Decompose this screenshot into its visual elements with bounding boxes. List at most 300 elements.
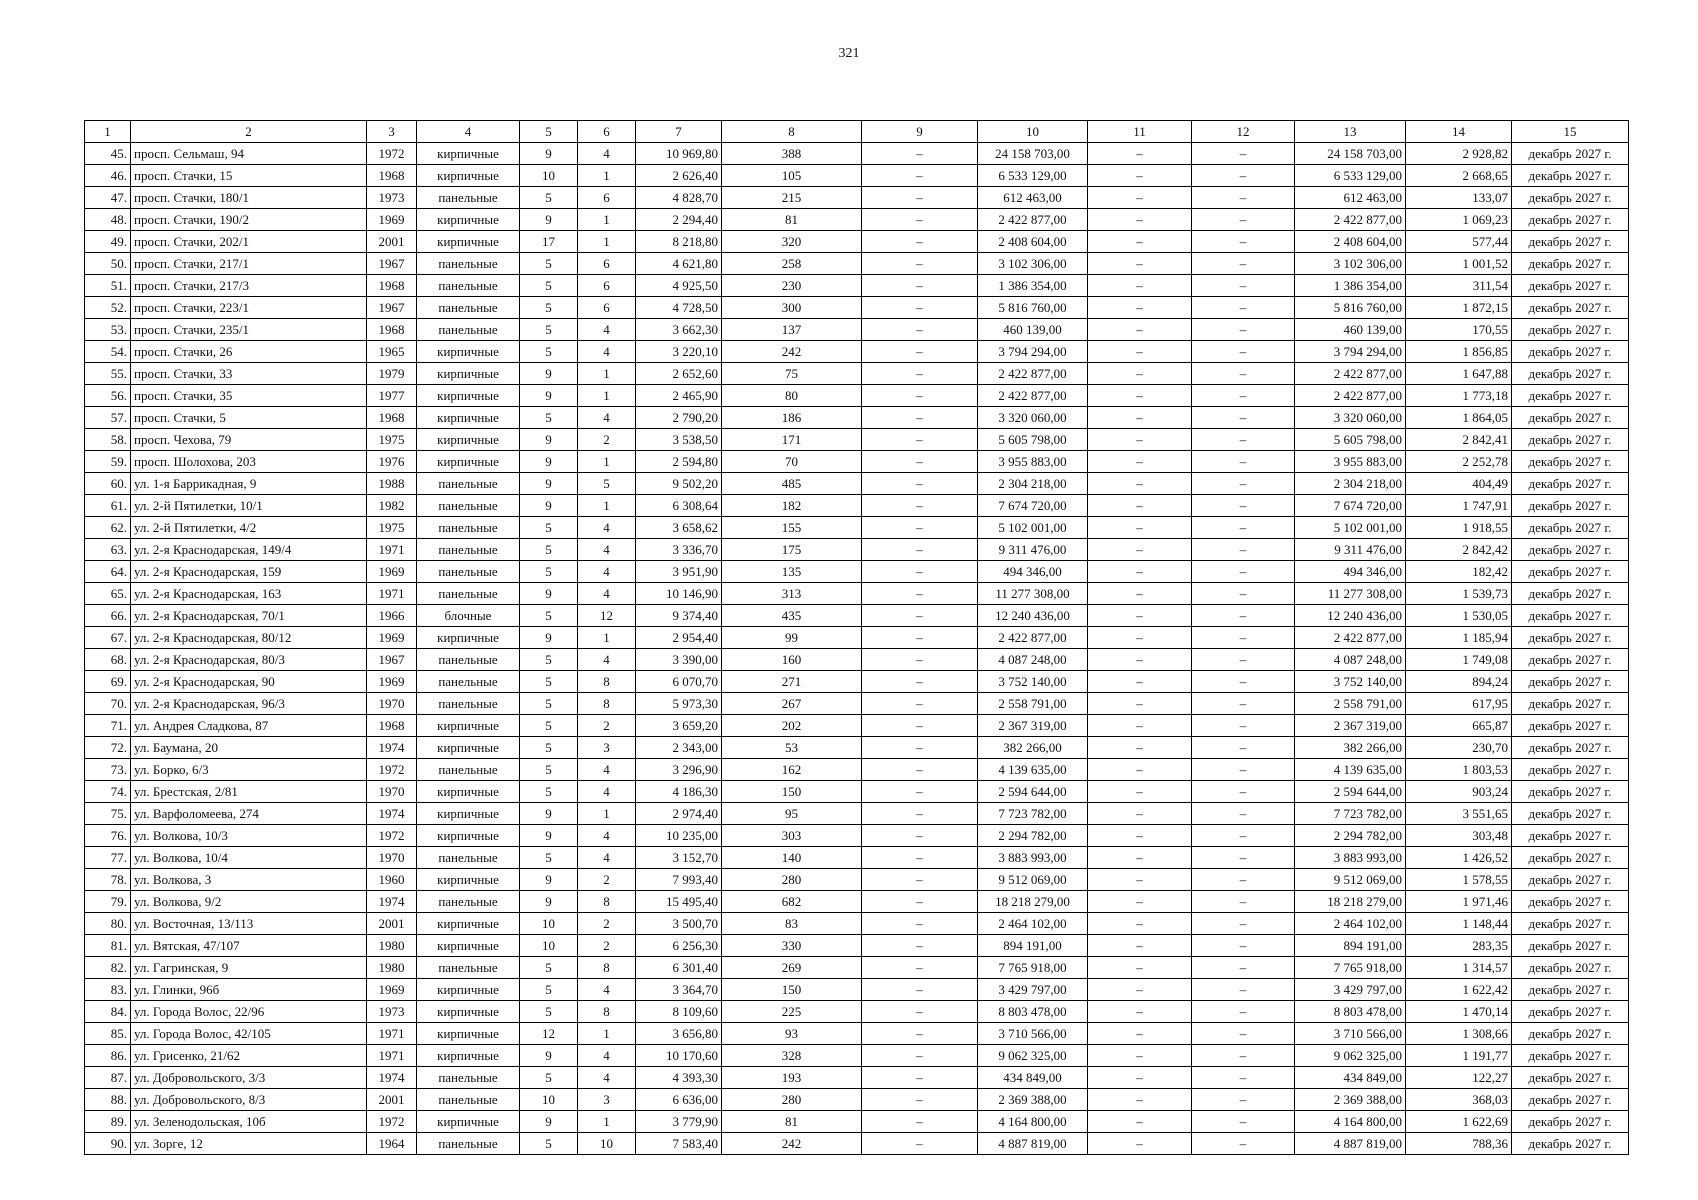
- cell-cost-per-sqm: 3 551,65: [1406, 803, 1512, 825]
- cell-residents: 485: [722, 473, 862, 495]
- cell-row-number: 71.: [85, 715, 131, 737]
- cell-row-number: 80.: [85, 913, 131, 935]
- cell-cost-per-sqm: 1 864,05: [1406, 407, 1512, 429]
- cell-cost-final: 2 558 791,00: [1295, 693, 1406, 715]
- cell-wall-material: кирпичные: [417, 825, 520, 847]
- table-row: [85, 231, 1629, 253]
- cell-wall-material: кирпичные: [417, 1045, 520, 1067]
- cell-wall-material: кирпичные: [417, 385, 520, 407]
- cell-cost-per-sqm: 1 856,85: [1406, 341, 1512, 363]
- cell-entrances: 1: [578, 165, 636, 187]
- cell-col-11: –: [1088, 429, 1192, 451]
- cell-wall-material: панельные: [417, 297, 520, 319]
- cell-residents: 155: [722, 517, 862, 539]
- cell-area: 4 393,30: [636, 1067, 722, 1089]
- cell-cost-total: 4 087 248,00: [978, 649, 1088, 671]
- cell-wall-material: панельные: [417, 759, 520, 781]
- cell-floors: 5: [520, 275, 578, 297]
- cell-floors: 5: [520, 737, 578, 759]
- cell-wall-material: кирпичные: [417, 737, 520, 759]
- cell-year-built: 1974: [367, 803, 417, 825]
- cell-year-built: 1988: [367, 473, 417, 495]
- cell-col-12: –: [1192, 957, 1295, 979]
- cell-address: ул. Волкова, 3: [131, 869, 367, 891]
- cell-cost-final: 2 304 218,00: [1295, 473, 1406, 495]
- cell-wall-material: кирпичные: [417, 165, 520, 187]
- cell-deadline: декабрь 2027 г.: [1512, 715, 1629, 737]
- cell-row-number: 74.: [85, 781, 131, 803]
- table-row: [85, 341, 1629, 363]
- cell-address: ул. 2-я Краснодарская, 70/1: [131, 605, 367, 627]
- table-row: [85, 363, 1629, 385]
- cell-cost-total: 8 803 478,00: [978, 1001, 1088, 1023]
- table-row: [85, 385, 1629, 407]
- cell-col-12: –: [1192, 253, 1295, 275]
- cell-cost-total: 11 277 308,00: [978, 583, 1088, 605]
- cell-col-12: –: [1192, 319, 1295, 341]
- cell-residents: 269: [722, 957, 862, 979]
- cell-row-number: 88.: [85, 1089, 131, 1111]
- cell-address: просп. Стачки, 190/2: [131, 209, 367, 231]
- cell-col-9: –: [862, 671, 978, 693]
- cell-col-12: –: [1192, 671, 1295, 693]
- cell-residents: 83: [722, 913, 862, 935]
- cell-cost-total: 3 429 797,00: [978, 979, 1088, 1001]
- cell-deadline: декабрь 2027 г.: [1512, 1045, 1629, 1067]
- cell-address: ул. Гагринская, 9: [131, 957, 367, 979]
- cell-cost-total: 2 558 791,00: [978, 693, 1088, 715]
- cell-deadline: декабрь 2027 г.: [1512, 979, 1629, 1001]
- cell-entrances: 8: [578, 671, 636, 693]
- cell-cost-total: 612 463,00: [978, 187, 1088, 209]
- cell-area: 3 662,30: [636, 319, 722, 341]
- table-row: [85, 781, 1629, 803]
- table-row: [85, 847, 1629, 869]
- cell-area: 10 146,90: [636, 583, 722, 605]
- cell-col-12: –: [1192, 451, 1295, 473]
- cell-cost-total: 1 386 354,00: [978, 275, 1088, 297]
- cell-col-12: –: [1192, 759, 1295, 781]
- cell-address: ул. Города Волос, 22/96: [131, 1001, 367, 1023]
- cell-cost-total: 460 139,00: [978, 319, 1088, 341]
- cell-wall-material: панельные: [417, 495, 520, 517]
- cell-year-built: 1975: [367, 517, 417, 539]
- cell-col-12: –: [1192, 737, 1295, 759]
- cell-area: 2 954,40: [636, 627, 722, 649]
- cell-year-built: 2001: [367, 1089, 417, 1111]
- table-row: [85, 605, 1629, 627]
- cell-floors: 10: [520, 935, 578, 957]
- cell-wall-material: кирпичные: [417, 209, 520, 231]
- cell-floors: 10: [520, 913, 578, 935]
- cell-area: 3 152,70: [636, 847, 722, 869]
- table-row: [85, 1111, 1629, 1133]
- table-row: [85, 495, 1629, 517]
- table-row: [85, 407, 1629, 429]
- cell-deadline: декабрь 2027 г.: [1512, 253, 1629, 275]
- cell-entrances: 1: [578, 495, 636, 517]
- cell-col-9: –: [862, 979, 978, 1001]
- cell-col-12: –: [1192, 429, 1295, 451]
- cell-floors: 5: [520, 693, 578, 715]
- cell-row-number: 70.: [85, 693, 131, 715]
- cell-residents: 150: [722, 781, 862, 803]
- cell-col-12: –: [1192, 1001, 1295, 1023]
- cell-col-9: –: [862, 495, 978, 517]
- cell-entrances: 4: [578, 517, 636, 539]
- cell-entrances: 1: [578, 363, 636, 385]
- cell-area: 4 925,50: [636, 275, 722, 297]
- cell-wall-material: панельные: [417, 1089, 520, 1111]
- cell-col-11: –: [1088, 319, 1192, 341]
- cell-cost-total: 2 422 877,00: [978, 385, 1088, 407]
- cell-year-built: 1969: [367, 979, 417, 1001]
- cell-cost-total: 434 849,00: [978, 1067, 1088, 1089]
- cell-year-built: 1969: [367, 561, 417, 583]
- cell-row-number: 87.: [85, 1067, 131, 1089]
- cell-year-built: 1970: [367, 693, 417, 715]
- cell-cost-final: 9 512 069,00: [1295, 869, 1406, 891]
- cell-year-built: 1968: [367, 275, 417, 297]
- cell-cost-total: 894 191,00: [978, 935, 1088, 957]
- cell-col-9: –: [862, 517, 978, 539]
- cell-entrances: 1: [578, 451, 636, 473]
- column-number-10: 10: [978, 121, 1088, 143]
- cell-cost-final: 4 887 819,00: [1295, 1133, 1406, 1155]
- cell-wall-material: кирпичные: [417, 913, 520, 935]
- cell-col-9: –: [862, 341, 978, 363]
- cell-cost-total: 4 139 635,00: [978, 759, 1088, 781]
- cell-col-9: –: [862, 363, 978, 385]
- cell-address: ул. Волкова, 10/3: [131, 825, 367, 847]
- cell-floors: 5: [520, 781, 578, 803]
- cell-area: 2 652,60: [636, 363, 722, 385]
- cell-area: 4 728,50: [636, 297, 722, 319]
- cell-floors: 10: [520, 165, 578, 187]
- cell-row-number: 75.: [85, 803, 131, 825]
- cell-cost-final: 24 158 703,00: [1295, 143, 1406, 165]
- cell-cost-total: 3 794 294,00: [978, 341, 1088, 363]
- cell-entrances: 4: [578, 143, 636, 165]
- cell-wall-material: панельные: [417, 847, 520, 869]
- cell-cost-total: 3 752 140,00: [978, 671, 1088, 693]
- table-row: [85, 671, 1629, 693]
- cell-row-number: 49.: [85, 231, 131, 253]
- cell-col-12: –: [1192, 341, 1295, 363]
- cell-cost-per-sqm: 1 622,69: [1406, 1111, 1512, 1133]
- cell-col-12: –: [1192, 143, 1295, 165]
- cell-col-11: –: [1088, 451, 1192, 473]
- cell-floors: 9: [520, 385, 578, 407]
- cell-wall-material: панельные: [417, 1067, 520, 1089]
- cell-col-9: –: [862, 1045, 978, 1067]
- cell-year-built: 1969: [367, 627, 417, 649]
- column-number-2: 2: [131, 121, 367, 143]
- cell-cost-final: 894 191,00: [1295, 935, 1406, 957]
- cell-cost-per-sqm: 1 470,14: [1406, 1001, 1512, 1023]
- cell-cost-final: 382 266,00: [1295, 737, 1406, 759]
- table-row: [85, 539, 1629, 561]
- cell-floors: 9: [520, 495, 578, 517]
- cell-floors: 9: [520, 363, 578, 385]
- cell-residents: 95: [722, 803, 862, 825]
- cell-floors: 5: [520, 253, 578, 275]
- cell-cost-per-sqm: 894,24: [1406, 671, 1512, 693]
- cell-deadline: декабрь 2027 г.: [1512, 297, 1629, 319]
- cell-area: 3 336,70: [636, 539, 722, 561]
- cell-year-built: 1973: [367, 187, 417, 209]
- cell-area: 2 594,80: [636, 451, 722, 473]
- cell-floors: 5: [520, 715, 578, 737]
- cell-wall-material: кирпичные: [417, 363, 520, 385]
- cell-row-number: 81.: [85, 935, 131, 957]
- cell-col-9: –: [862, 803, 978, 825]
- cell-year-built: 1972: [367, 1111, 417, 1133]
- cell-wall-material: кирпичные: [417, 407, 520, 429]
- cell-address: ул. Грисенко, 21/62: [131, 1045, 367, 1067]
- cell-floors: 5: [520, 847, 578, 869]
- cell-col-11: –: [1088, 737, 1192, 759]
- cell-cost-per-sqm: 182,42: [1406, 561, 1512, 583]
- cell-wall-material: панельные: [417, 1133, 520, 1155]
- column-number-5: 5: [520, 121, 578, 143]
- cell-area: 3 656,80: [636, 1023, 722, 1045]
- cell-wall-material: панельные: [417, 253, 520, 275]
- cell-cost-final: 3 429 797,00: [1295, 979, 1406, 1001]
- cell-cost-per-sqm: 1 426,52: [1406, 847, 1512, 869]
- table-row: [85, 627, 1629, 649]
- cell-col-9: –: [862, 385, 978, 407]
- column-number-14: 14: [1406, 121, 1512, 143]
- cell-year-built: 1977: [367, 385, 417, 407]
- cell-year-built: 1968: [367, 715, 417, 737]
- cell-residents: 328: [722, 1045, 862, 1067]
- cell-cost-final: 7 674 720,00: [1295, 495, 1406, 517]
- cell-col-12: –: [1192, 1111, 1295, 1133]
- cell-residents: 271: [722, 671, 862, 693]
- cell-address: просп. Стачки, 235/1: [131, 319, 367, 341]
- cell-year-built: 1968: [367, 319, 417, 341]
- table-row: [85, 1023, 1629, 1045]
- cell-floors: 9: [520, 209, 578, 231]
- cell-entrances: 4: [578, 1067, 636, 1089]
- cell-cost-per-sqm: 170,55: [1406, 319, 1512, 341]
- cell-address: ул. 2-я Краснодарская, 80/12: [131, 627, 367, 649]
- table-row: [85, 473, 1629, 495]
- table-row: [85, 187, 1629, 209]
- cell-address: ул. 2-я Краснодарская, 149/4: [131, 539, 367, 561]
- cell-residents: 280: [722, 869, 862, 891]
- cell-col-9: –: [862, 1067, 978, 1089]
- cell-floors: 5: [520, 649, 578, 671]
- cell-wall-material: кирпичные: [417, 803, 520, 825]
- cell-deadline: декабрь 2027 г.: [1512, 363, 1629, 385]
- cell-floors: 5: [520, 759, 578, 781]
- cell-col-11: –: [1088, 143, 1192, 165]
- cell-entrances: 2: [578, 935, 636, 957]
- cell-cost-per-sqm: 122,27: [1406, 1067, 1512, 1089]
- cell-entrances: 4: [578, 847, 636, 869]
- cell-row-number: 85.: [85, 1023, 131, 1045]
- cell-year-built: 1974: [367, 1067, 417, 1089]
- cell-cost-per-sqm: 311,54: [1406, 275, 1512, 297]
- column-number-13: 13: [1295, 121, 1406, 143]
- table-row: [85, 649, 1629, 671]
- cell-address: ул. 2-я Краснодарская, 90: [131, 671, 367, 693]
- cell-cost-per-sqm: 1 918,55: [1406, 517, 1512, 539]
- cell-deadline: декабрь 2027 г.: [1512, 1133, 1629, 1155]
- cell-cost-per-sqm: 2 668,65: [1406, 165, 1512, 187]
- cell-row-number: 61.: [85, 495, 131, 517]
- cell-residents: 80: [722, 385, 862, 407]
- cell-area: 2 626,40: [636, 165, 722, 187]
- cell-cost-final: 9 062 325,00: [1295, 1045, 1406, 1067]
- cell-row-number: 66.: [85, 605, 131, 627]
- cell-area: 3 538,50: [636, 429, 722, 451]
- cell-row-number: 76.: [85, 825, 131, 847]
- cell-col-11: –: [1088, 1067, 1192, 1089]
- cell-wall-material: кирпичные: [417, 1111, 520, 1133]
- cell-residents: 682: [722, 891, 862, 913]
- cell-wall-material: панельные: [417, 275, 520, 297]
- cell-entrances: 1: [578, 385, 636, 407]
- cell-wall-material: кирпичные: [417, 231, 520, 253]
- cell-wall-material: кирпичные: [417, 935, 520, 957]
- cell-floors: 9: [520, 869, 578, 891]
- cell-wall-material: панельные: [417, 649, 520, 671]
- cell-col-11: –: [1088, 539, 1192, 561]
- cell-col-9: –: [862, 209, 978, 231]
- cell-year-built: 1970: [367, 847, 417, 869]
- cell-residents: 140: [722, 847, 862, 869]
- cell-deadline: декабрь 2027 г.: [1512, 517, 1629, 539]
- cell-entrances: 8: [578, 891, 636, 913]
- cell-deadline: декабрь 2027 г.: [1512, 385, 1629, 407]
- cell-wall-material: панельные: [417, 539, 520, 561]
- cell-wall-material: панельные: [417, 693, 520, 715]
- cell-cost-per-sqm: 1 001,52: [1406, 253, 1512, 275]
- cell-deadline: декабрь 2027 г.: [1512, 429, 1629, 451]
- cell-row-number: 56.: [85, 385, 131, 407]
- cell-entrances: 8: [578, 1001, 636, 1023]
- cell-col-12: –: [1192, 913, 1295, 935]
- cell-area: 2 343,00: [636, 737, 722, 759]
- cell-col-9: –: [862, 913, 978, 935]
- cell-deadline: декабрь 2027 г.: [1512, 495, 1629, 517]
- cell-col-12: –: [1192, 561, 1295, 583]
- cell-row-number: 48.: [85, 209, 131, 231]
- table-row: [85, 1067, 1629, 1089]
- cell-cost-total: 3 320 060,00: [978, 407, 1088, 429]
- table-row: [85, 1001, 1629, 1023]
- cell-row-number: 54.: [85, 341, 131, 363]
- column-number-6: 6: [578, 121, 636, 143]
- cell-entrances: 1: [578, 627, 636, 649]
- cell-cost-per-sqm: 133,07: [1406, 187, 1512, 209]
- cell-col-12: –: [1192, 385, 1295, 407]
- cell-col-11: –: [1088, 1089, 1192, 1111]
- cell-deadline: декабрь 2027 г.: [1512, 1111, 1629, 1133]
- cell-deadline: декабрь 2027 г.: [1512, 539, 1629, 561]
- cell-entrances: 2: [578, 913, 636, 935]
- cell-row-number: 50.: [85, 253, 131, 275]
- cell-row-number: 63.: [85, 539, 131, 561]
- cell-area: 6 070,70: [636, 671, 722, 693]
- cell-area: 2 294,40: [636, 209, 722, 231]
- column-number-9: 9: [862, 121, 978, 143]
- cell-deadline: декабрь 2027 г.: [1512, 847, 1629, 869]
- cell-col-12: –: [1192, 605, 1295, 627]
- cell-col-11: –: [1088, 693, 1192, 715]
- table-row: [85, 451, 1629, 473]
- cell-col-12: –: [1192, 231, 1295, 253]
- cell-cost-per-sqm: 788,36: [1406, 1133, 1512, 1155]
- cell-residents: 93: [722, 1023, 862, 1045]
- cell-col-11: –: [1088, 385, 1192, 407]
- cell-residents: 267: [722, 693, 862, 715]
- cell-entrances: 4: [578, 319, 636, 341]
- cell-col-9: –: [862, 935, 978, 957]
- cell-cost-final: 12 240 436,00: [1295, 605, 1406, 627]
- cell-address: ул. 1-я Баррикадная, 9: [131, 473, 367, 495]
- cell-deadline: декабрь 2027 г.: [1512, 737, 1629, 759]
- column-number-7: 7: [636, 121, 722, 143]
- cell-deadline: декабрь 2027 г.: [1512, 407, 1629, 429]
- cell-address: ул. Баумана, 20: [131, 737, 367, 759]
- cell-residents: 388: [722, 143, 862, 165]
- cell-address: ул. Волкова, 10/4: [131, 847, 367, 869]
- cell-deadline: декабрь 2027 г.: [1512, 913, 1629, 935]
- cell-year-built: 2001: [367, 231, 417, 253]
- cell-col-9: –: [862, 407, 978, 429]
- cell-floors: 9: [520, 429, 578, 451]
- cell-cost-final: 460 139,00: [1295, 319, 1406, 341]
- table-row: [85, 693, 1629, 715]
- cell-residents: 215: [722, 187, 862, 209]
- cell-col-12: –: [1192, 847, 1295, 869]
- cell-col-9: –: [862, 429, 978, 451]
- cell-area: 8 109,60: [636, 1001, 722, 1023]
- cell-cost-per-sqm: 1 647,88: [1406, 363, 1512, 385]
- cell-row-number: 46.: [85, 165, 131, 187]
- cell-cost-final: 9 311 476,00: [1295, 539, 1406, 561]
- cell-cost-total: 5 816 760,00: [978, 297, 1088, 319]
- cell-col-12: –: [1192, 891, 1295, 913]
- cell-cost-total: 2 408 604,00: [978, 231, 1088, 253]
- cell-row-number: 62.: [85, 517, 131, 539]
- cell-address: ул. Города Волос, 42/105: [131, 1023, 367, 1045]
- cell-cost-per-sqm: 1 578,55: [1406, 869, 1512, 891]
- cell-cost-total: 494 346,00: [978, 561, 1088, 583]
- cell-cost-final: 2 422 877,00: [1295, 209, 1406, 231]
- cell-wall-material: панельные: [417, 671, 520, 693]
- cell-cost-total: 382 266,00: [978, 737, 1088, 759]
- cell-entrances: 4: [578, 561, 636, 583]
- cell-cost-final: 7 765 918,00: [1295, 957, 1406, 979]
- cell-col-9: –: [862, 253, 978, 275]
- cell-col-9: –: [862, 583, 978, 605]
- cell-deadline: декабрь 2027 г.: [1512, 1023, 1629, 1045]
- cell-cost-final: 2 594 644,00: [1295, 781, 1406, 803]
- cell-year-built: 1972: [367, 759, 417, 781]
- cell-residents: 160: [722, 649, 862, 671]
- cell-year-built: 1967: [367, 253, 417, 275]
- table-row: [85, 759, 1629, 781]
- cell-cost-final: 2 408 604,00: [1295, 231, 1406, 253]
- cell-col-12: –: [1192, 539, 1295, 561]
- cell-col-12: –: [1192, 495, 1295, 517]
- cell-col-12: –: [1192, 297, 1295, 319]
